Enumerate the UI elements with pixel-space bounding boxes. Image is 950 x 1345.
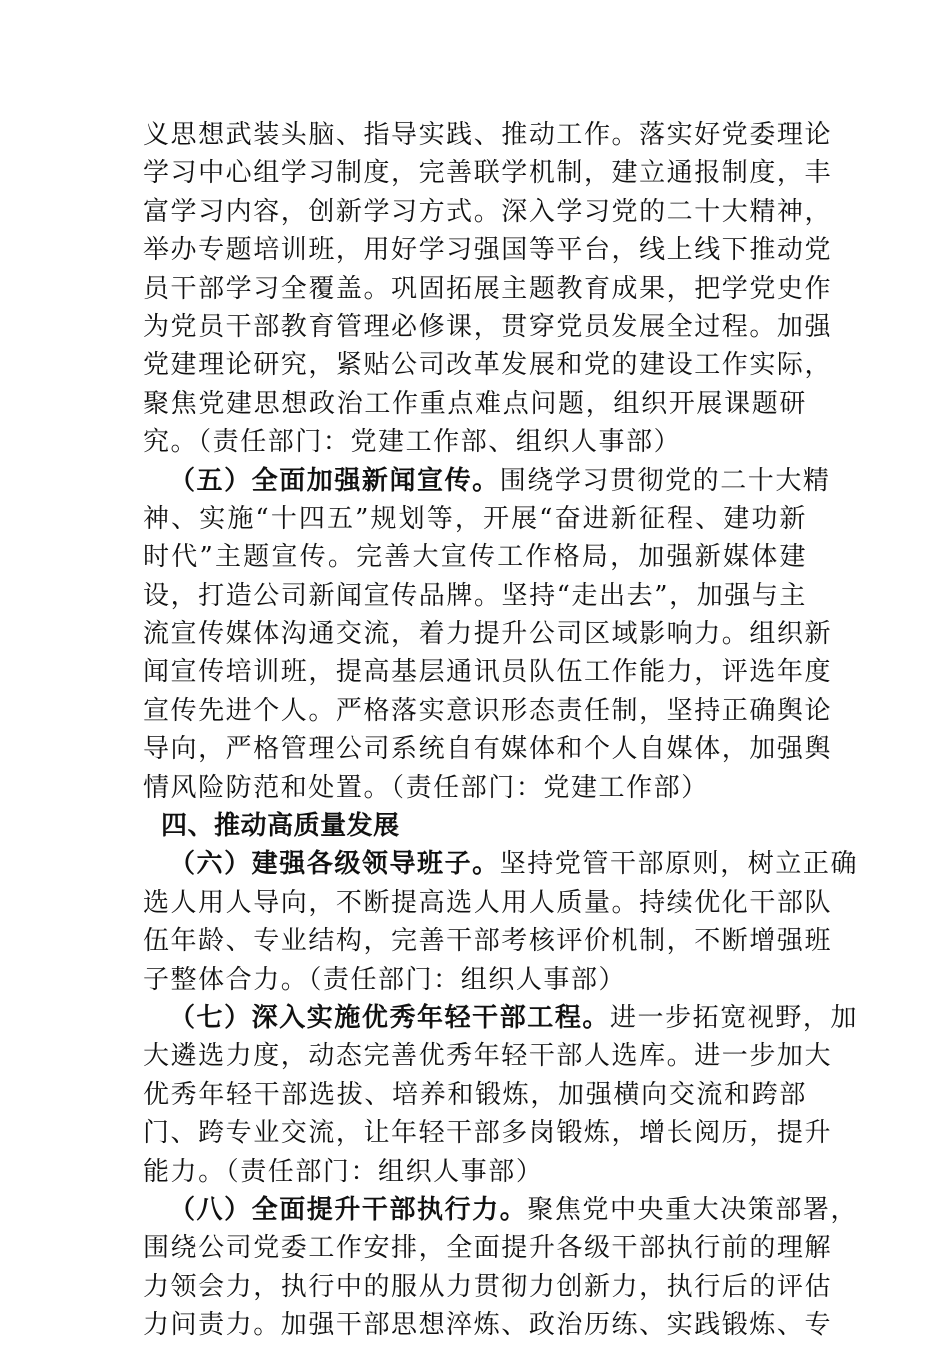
text-line: 流宣传媒体沟通交流，着力提升公司区域影响力。组织新 — [143, 619, 833, 650]
item-title: （六）建强各级领导班子。 — [169, 849, 500, 880]
paragraph-news-publicity — [143, 462, 833, 808]
text-line: 门、跨专业交流，让年轻干部多岗锻炼，增长阅历，提升 — [143, 1118, 833, 1149]
text-line: 选人用人导向，不断提高选人用人质量。持续优化干部队 — [143, 887, 833, 918]
section-heading: 四、推动高质量发展 — [161, 811, 400, 842]
text-line: 情风险防范和处置。（责任部门：党建工作部） — [143, 772, 709, 803]
text-line: 究。（责任部门：党建工作部、组织人事部） — [143, 427, 682, 458]
text-line: 学习中心组学习制度，完善联学机制，建立通报制度，丰 — [143, 158, 833, 189]
text-line: 富学习内容，创新学习方式。深入学习党的二十大精神， — [143, 196, 833, 227]
text-line: 优秀年轻干部选拔、培养和锻炼，加强横向交流和跨部 — [143, 1079, 807, 1110]
text-line: 设，打造公司新闻宣传品牌。坚持“走出去”，加强与主 — [143, 580, 807, 611]
text-line: 神、实施“十四五”规划等，开展“奋进新征程、建功新 — [143, 503, 807, 534]
item-text: 聚焦党中央重大决策部署， — [527, 1194, 859, 1225]
text-line: 伍年龄、专业结构，完善干部考核评价机制，不断增强班 — [143, 926, 833, 957]
text-line: 宣传先进个人。严格落实意识形态责任制，坚持正确舆论 — [143, 695, 833, 726]
item-title: （八）全面提升干部执行力。 — [169, 1194, 528, 1225]
text-line — [143, 1191, 859, 1229]
text-line: 员干部学习全覆盖。巩固拓展主题教育成果，把学党史作 — [143, 273, 833, 304]
item-text: 围绕学习贯彻党的二十大精 — [499, 465, 831, 496]
text-line — [143, 462, 831, 500]
text-line — [143, 999, 859, 1037]
text-line: 举办专题培训班，用好学习强国等平台，线上线下推动党 — [143, 235, 833, 266]
item-title: （五）全面加强新闻宣传。 — [169, 465, 500, 496]
text-line: 力领会力，执行中的服从力贯彻力创新力，执行后的评估 — [143, 1271, 833, 1302]
text-line: 子整体合力。（责任部门：组织人事部） — [143, 964, 627, 995]
text-line: 力问责力。加强干部思想淬炼、政治历练、实践锻炼、专 — [143, 1310, 833, 1341]
text-line: 围绕公司党委工作安排，全面提升各级干部执行前的理解 — [143, 1233, 833, 1264]
text-line: 为党员干部教育管理必修课，贯穿党员发展全过程。加强 — [143, 311, 833, 342]
document-page — [143, 116, 859, 1345]
text-line: 闻宣传培训班，提高基层通讯员队伍工作能力，评选年度 — [143, 657, 833, 688]
text-line: 时代”主题宣传。完善大宣传工作格局，加强新媒体建 — [143, 542, 807, 573]
text-line: 党建理论研究，紧贴公司改革发展和党的建设工作实际， — [143, 350, 833, 381]
text-line: 义思想武装头脑、指导实践、推动工作。落实好党委理论 — [143, 120, 833, 150]
paragraph-leadership — [143, 845, 859, 999]
text-line: 导向，严格管理公司系统自有媒体和个人自媒体，加强舆 — [143, 734, 833, 765]
item-title: （七）深入实施优秀年轻干部工程。 — [169, 1002, 610, 1033]
paragraph-young-cadres — [143, 999, 859, 1191]
text-line: 大遴选力度，动态完善优秀年轻干部人选库。进一步加大 — [143, 1041, 833, 1072]
paragraph-execution — [143, 1191, 859, 1345]
paragraph-study-system — [143, 116, 833, 462]
text-line: 聚焦党建思想政治工作重点难点问题，组织开展课题研 — [143, 388, 807, 419]
text-line — [143, 845, 859, 883]
item-text: 坚持党管干部原则，树立正确 — [499, 849, 859, 880]
item-text: 进一步拓宽视野，加 — [609, 1002, 859, 1033]
text-line: 能力。（责任部门：组织人事部） — [143, 1156, 544, 1187]
